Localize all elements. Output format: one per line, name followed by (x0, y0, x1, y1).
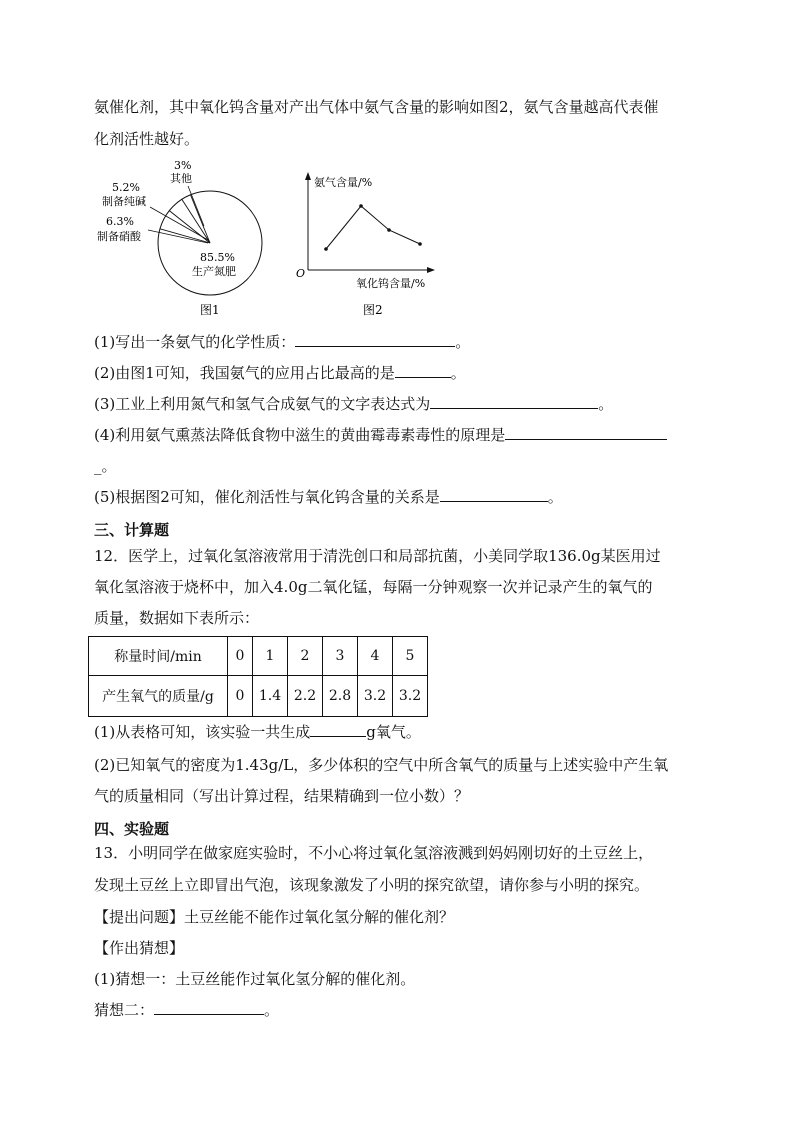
q13-line-3: 【提出问题】土豆丝能不能作过氧化氢分解的催化剂？ (94, 908, 455, 926)
slice-label-soda: 制备纯碱 (102, 195, 146, 208)
x-axis-arrow (427, 267, 435, 273)
data-table (88, 636, 428, 717)
q13-line-1: 13．小明同学在做家庭实验时，不小心将过氧化氢溶液溅到妈妈刚切好的土豆丝上， (94, 844, 654, 862)
leader-line-nitric (148, 230, 208, 243)
q11-part-4-continuation: _。 (94, 457, 117, 475)
figure-1-caption: 图1 (200, 303, 220, 317)
slice-label-other: 其他 (170, 172, 192, 185)
data-point (387, 228, 391, 232)
q12-part-2-line-2: 气的质量相同（写出计算过程，结果精确到一位小数）？ (94, 787, 470, 805)
figure-1-pie-chart (92, 156, 282, 320)
table-cell: 2.2 (288, 676, 323, 717)
q11-part-1-end: 。 (455, 333, 471, 351)
q11-part-5-end: 。 (547, 488, 563, 506)
row-label-mass: 产生氧气的质量/g (89, 676, 228, 717)
q11-part-3 (94, 393, 613, 414)
table-cell: 4 (358, 637, 393, 676)
table-cell: 3 (323, 637, 358, 676)
figure-2-caption: 图2 (363, 303, 383, 317)
q13-guess-2-end: 。 (264, 1001, 280, 1019)
answer-blank-2[interactable] (395, 363, 451, 378)
q12-part-1 (94, 721, 421, 742)
slice-label-other-percent: 3% (174, 159, 192, 172)
answer-blank-5[interactable] (440, 487, 548, 502)
q11-part-2 (94, 362, 466, 383)
intro-line-1: 氨催化剂，其中氧化钨含量对产出气体中氨气含量的影响如图2，氨气含量越高代表催 (94, 98, 659, 116)
table-row (89, 676, 428, 717)
q11-part-4-text: (4)利用氨气熏蒸法降低食物中滋生的黄曲霉毒素毒性的原理是 (94, 426, 506, 444)
q12-line-1: 12．医学上，过氧化氢溶液常用于清洗创口和局部抗菌，小美同学取136.0g某医用过 (94, 547, 661, 565)
answer-blank-7[interactable] (154, 1000, 264, 1015)
intro-line-2: 化剂活性越好。 (94, 130, 200, 148)
q13-line-5: (1)猜想一：土豆丝能作过氧化氢分解的催化剂。 (94, 970, 416, 988)
table-cell: 3.2 (358, 676, 393, 717)
origin-label: O (296, 267, 306, 280)
y-axis-label: 氨气含量/% (314, 176, 373, 189)
data-point (418, 242, 422, 246)
series-line (326, 206, 420, 249)
q12-part-1-text: (1)从表格可知，该实验一共生成 (94, 723, 311, 741)
slice-label-soda-percent: 5.2% (112, 181, 140, 194)
x-axis-label: 氧化钨含量/% (356, 277, 426, 290)
table-cell: 2.8 (323, 676, 358, 717)
table-cell: 1.4 (253, 676, 288, 717)
table-cell: 2 (288, 637, 323, 676)
q13-line-6 (94, 999, 279, 1020)
section-4-title: 四、实验题 (94, 820, 170, 838)
q11-part-2-text: (2)由图1可知，我国氨气的应用占比最高的是 (94, 364, 395, 382)
table-row (89, 637, 428, 676)
q11-part-3-text: (3)工业上利用氮气和氢气合成氨气的文字表达式为 (94, 395, 431, 413)
y-axis-arrow (305, 172, 311, 180)
data-point (324, 247, 328, 251)
q12-part-2-line-1: (2)已知氧气的密度为1.43g/L，多少体积的空气中所含氧气的质量与上述实验中产生氧 (94, 756, 669, 774)
q11-part-2-end: 。 (450, 364, 466, 382)
slice-label-fertilizer-percent: 85.5% (200, 251, 235, 264)
table-cell: 5 (393, 637, 428, 676)
q11-part-4 (94, 424, 667, 445)
q11-part-5 (94, 486, 563, 507)
table-cell: 3.2 (393, 676, 428, 717)
answer-blank-4[interactable] (505, 425, 667, 440)
table-cell: 0 (228, 676, 253, 717)
q11-part-5-text: (5)根据图2可知，催化剂活性与氧化钨含量的关系是 (94, 488, 440, 506)
section-3-title: 三、计算题 (94, 521, 170, 539)
q12-line-2: 氧化氢溶液于烧杯中，加入4.0g二氧化锰，每隔一分钟观察一次并记录产生的氧气的 (94, 578, 653, 596)
slice-label-nitric: 制备硝酸 (97, 230, 141, 243)
q11-part-3-end: 。 (598, 395, 614, 413)
data-point (359, 204, 363, 208)
row-label-time: 称量时间/min (89, 637, 228, 676)
q12-line-3: 质量，数据如下表所示： (94, 609, 260, 627)
q13-guess-2-label: 猜想二： (94, 1001, 155, 1019)
slice-label-nitric-percent: 6.3% (106, 215, 134, 228)
q11-part-1 (94, 331, 470, 352)
table-cell: 1 (253, 637, 288, 676)
q13-line-2: 发现土豆丝上立即冒出气泡，该现象激发了小明的探究欲望，请你参与小明的探究。 (94, 876, 650, 894)
slice-label-fertilizer: 生产氮肥 (192, 265, 236, 278)
answer-blank-6[interactable] (310, 722, 366, 737)
table-cell: 0 (228, 637, 253, 676)
figure-2-line-chart (290, 170, 450, 320)
answer-blank-1[interactable] (295, 332, 455, 347)
answer-blank-3[interactable] (430, 394, 598, 409)
q11-part-1-text: (1)写出一条氨气的化学性质： (94, 333, 296, 351)
q13-line-4: 【作出猜想】 (94, 939, 185, 957)
q12-part-1-end: g氧气。 (366, 723, 421, 741)
